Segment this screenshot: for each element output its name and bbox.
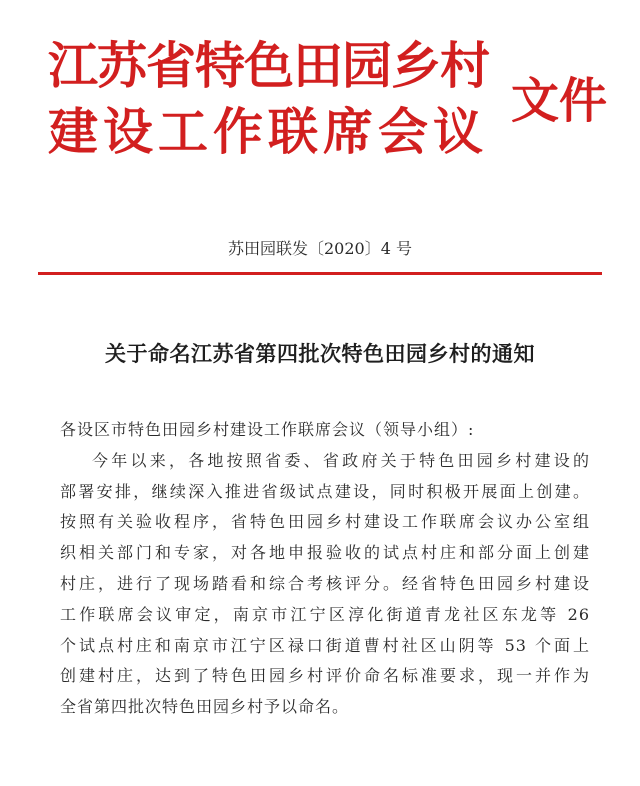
document-header (48, 32, 608, 172)
body-line: 个试点村庄和南京市江宁区禄口街道曹村社区山阴等 53 个面上 (60, 635, 590, 655)
document-number: 苏田园联发〔2020〕4 号 (228, 239, 412, 258)
salutation: 各设区市特色田园乡村建设工作联席会议（领导小组）: (60, 420, 475, 439)
header-issuer-line-1: 江苏省特色田园乡村 (48, 37, 489, 95)
body-line: 村庄，进行了现场踏看和综合考核评分。经省特色田园乡村建设 (60, 573, 590, 593)
body-line: 今年以来，各地按照省委、省政府关于特色田园乡村建设的 (92, 450, 590, 470)
body-line: 部署安排，继续深入推进省级试点建设，同时积极开展面上创建。 (60, 481, 590, 501)
body-line: 工作联席会议审定，南京市江宁区淳化街道青龙社区东龙等 26 (60, 604, 590, 624)
notice-title: 关于命名江苏省第四批次特色田园乡村的通知 (105, 342, 535, 366)
body-line: 全省第四批次特色田园乡村予以命名。 (60, 697, 350, 717)
body-line: 创建村庄，达到了特色田园乡村评价命名标准要求，现一并作为 (60, 666, 590, 686)
header-document-suffix: 文件 (511, 73, 608, 129)
notice-body (60, 415, 590, 723)
header-issuer-line-2: 建设工作联席会议 (48, 103, 488, 161)
body-line: 织相关部门和专家，对各地申报验收的试点村庄和部分面上创建 (60, 543, 590, 563)
red-separator-line (38, 272, 602, 275)
body-line: 按照有关验收程序，省特色田园乡村建设工作联席会议办公室组 (60, 512, 590, 532)
